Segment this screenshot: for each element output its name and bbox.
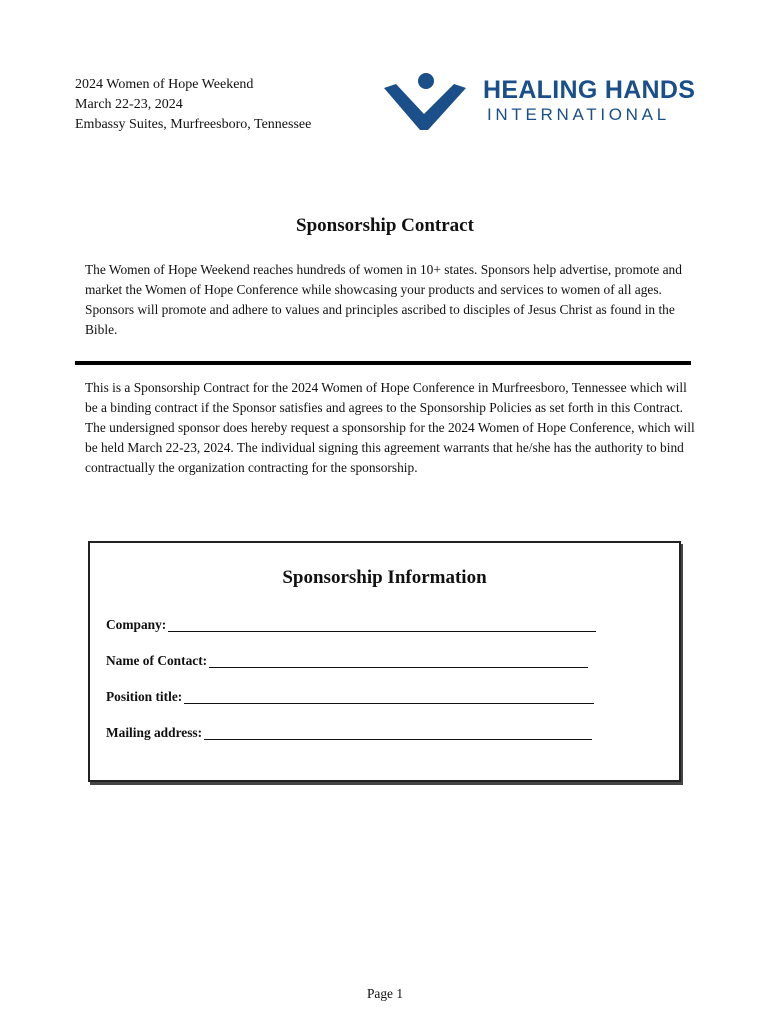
logo-subtitle: INTERNATIONAL — [487, 105, 670, 124]
page-number: Page 1 — [366, 986, 404, 1001]
company-input-line[interactable] — [168, 617, 596, 632]
person-with-open-arms-icon — [384, 70, 466, 132]
company-label: Company: — [106, 617, 167, 632]
sponsorship-info-box — [88, 541, 681, 782]
contract-paragraph: This is a Sponsorship Contract for the 2024 Women of Hope Conference in Murfreesboro, Tennessee which will be a binding contract if the Sponsor satisfies and agrees to the Sponsorship Policies as set forth in this Contract. The undersigned sponsor does hereby request a sponsorship for the 2024 Women of Hope Conference, which will be held March 22-23, 2024. The individual signing this agreement warrants that he/she has the authority to bind contractually the organization contracting for the sponsorship. — [85, 380, 695, 475]
event-name: 2024 Women of Hope Weekend — [75, 77, 254, 92]
intro-paragraph: The Women of Hope Weekend reaches hundreds of women in 10+ states. Sponsors help advertise, promote and market the Women of Hope Conference while showcasing your products and services to women of all ages. Sponsors will promote and adhere to values and principles ascribed to disciples of Jesus Christ as found in the Bible. — [85, 262, 682, 337]
mailing-address-label: Mailing address: — [106, 725, 203, 740]
event-location: Embassy Suites, Murfreesboro, Tennessee — [75, 117, 312, 132]
contact-name-input-line[interactable] — [209, 653, 588, 668]
document-title: Sponsorship Contract — [296, 215, 474, 236]
position-title-field — [106, 689, 594, 705]
mailing-address-input-line[interactable] — [204, 725, 592, 740]
healing-hands-logo — [384, 70, 714, 132]
contact-name-field — [106, 653, 588, 669]
mailing-address-field — [106, 725, 592, 741]
position-title-label: Position title: — [106, 689, 183, 704]
position-title-input-line[interactable] — [184, 689, 594, 704]
sponsorship-info-title: Sponsorship Information — [282, 567, 487, 588]
contact-name-label: Name of Contact: — [106, 653, 208, 668]
event-info — [75, 75, 311, 135]
company-field — [106, 617, 596, 633]
section-divider — [75, 361, 691, 365]
logo-name: HEALING HANDS — [483, 76, 696, 104]
event-dates: March 22-23, 2024 — [75, 97, 183, 112]
